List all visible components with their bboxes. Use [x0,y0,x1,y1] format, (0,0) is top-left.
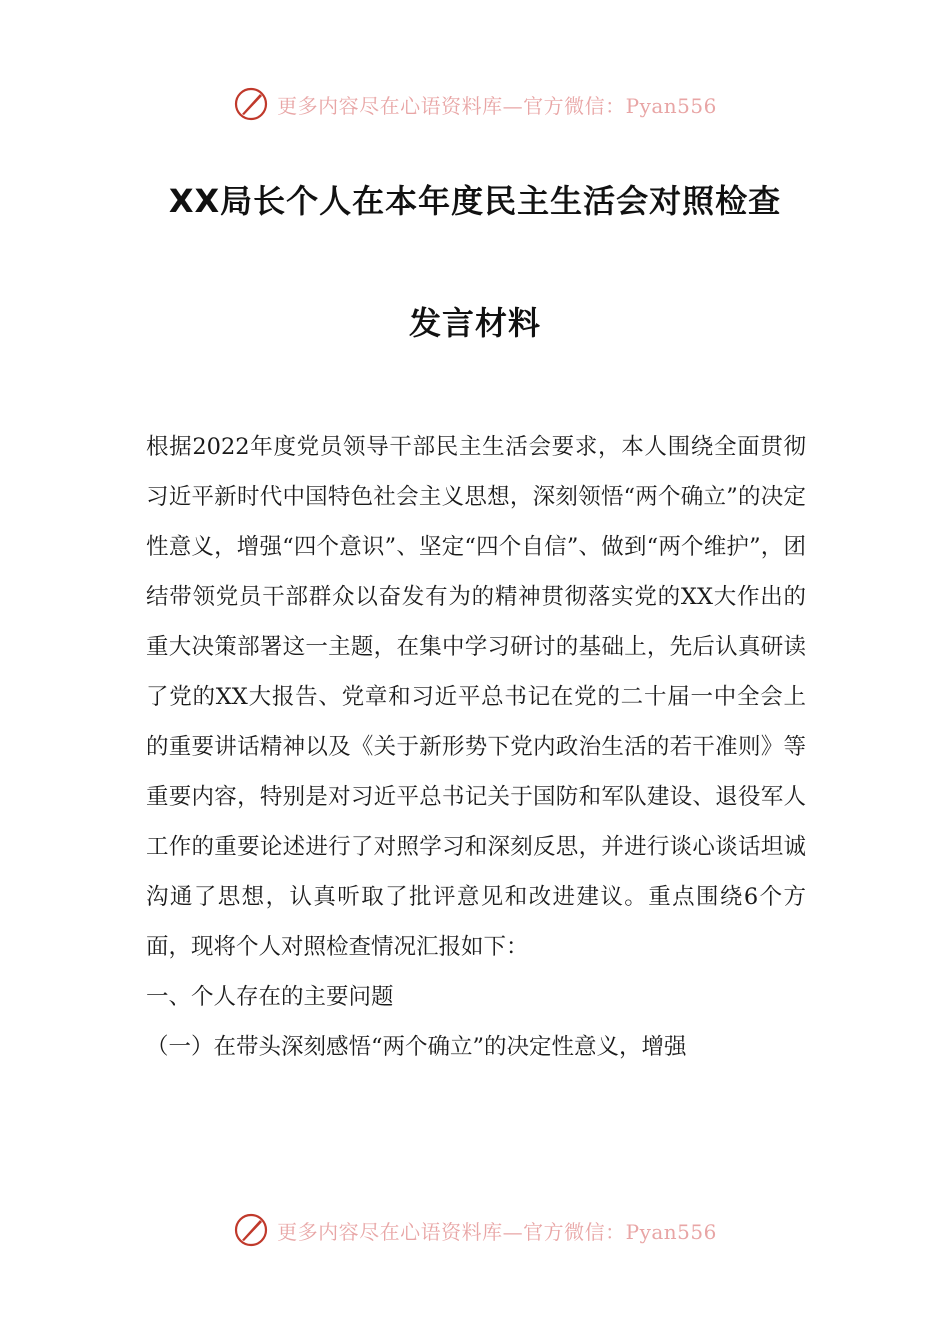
watermark-footer [0,1208,950,1252]
document-title-line2: 发言材料 [408,304,541,342]
paragraph-intro: 根据2022年度党员领导干部民主生活会要求，本人围绕全面贯彻习近平新时代中国特色社会主义思想，深刻领悟“两个确立”的决定性意义，增强“四个意识”、坚定“四个自信”、做到“两个维护”，团结带领党员干部群众以奋发有为的精神贯彻落实党的XX大作出的重大决策部署这一主题，在集中学习研讨的基础上，先后认真研读了党的XX大报告、党章和习近平总书记在党的二十届一中全会上的重要讲话精神以及《关于新形势下党内政治生活的若干准则》等重要内容，特别是对习近平总书记关于国防和军队建设、退役军人工作的重要论述进行了对照学习和深刻反思，并进行谈心谈话坦诚沟通了思想，认真听取了批评意见和改进建议。重点围绕6个方面，现将个人对照检查情况汇报如下： [146,434,806,960]
watermark-header [0,82,950,126]
watermark-text: 更多内容尽在心语资料库—官方微信：Pyan556 [277,1219,717,1244]
quill-in-circle-icon [233,86,269,122]
quill-in-circle-icon [233,1212,269,1248]
section-heading: 一、个人存在的主要问题 [146,984,394,1010]
document-title-line1: XX局长个人在本年度民主生活会对照检查 [168,182,782,220]
subsection-heading: （一）在带头深刻感悟“两个确立”的决定性意义，增强 [146,1034,687,1060]
document-body [146,422,806,1072]
watermark-text: 更多内容尽在心语资料库—官方微信：Pyan556 [277,93,717,118]
